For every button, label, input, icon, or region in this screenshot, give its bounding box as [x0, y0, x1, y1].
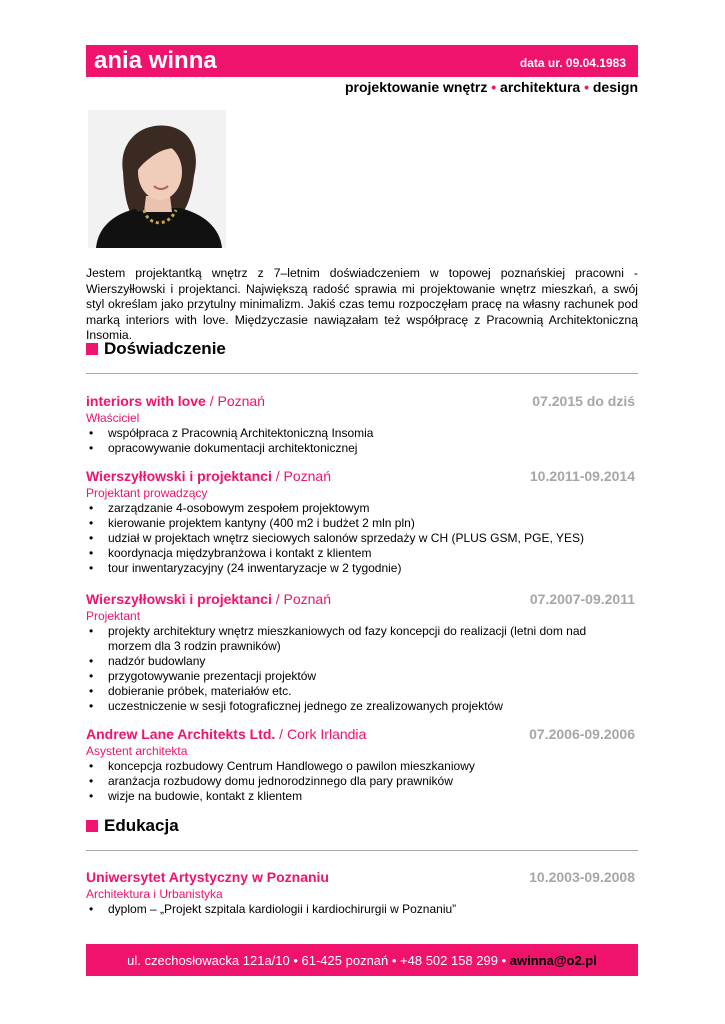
achievements-list	[86, 902, 638, 917]
company-name: Wierszyłłowski i projektanci	[86, 468, 272, 484]
education-heading-label: Edukacja	[104, 816, 179, 835]
birth-date: data ur. 09.04.1983	[519, 56, 626, 70]
education-entry	[86, 869, 638, 917]
list-item: • tour inwentaryzacyjny (24 inwentaryzacje w 2 tygodnie)	[86, 561, 638, 576]
school-name: Uniwersytet Artystyczny w Poznaniu	[86, 869, 329, 885]
field-of-study: Architektura i Urbanistyka	[86, 887, 223, 901]
duties-list	[86, 624, 638, 714]
square-bullet-icon	[86, 820, 98, 832]
company-city: / Poznań	[205, 393, 265, 409]
job-role: Projektant	[86, 609, 141, 623]
name-banner	[86, 45, 638, 77]
list-item: • dyplom – „Projekt szpitala kardiologii i kardiochirurgii w Poznaniu”	[86, 902, 638, 917]
list-item: • współpraca z Pracownią Architektoniczną Insomia	[86, 426, 638, 441]
entry-dates: 07.2015 do dziś	[532, 393, 635, 409]
experience-heading	[86, 339, 226, 359]
tagline-item: architektura	[500, 79, 581, 95]
education-heading	[86, 816, 179, 836]
entry-dates: 10.2011-09.2014	[529, 468, 635, 484]
section-divider	[86, 373, 638, 374]
section-divider	[86, 850, 638, 851]
list-item: • zarządzanie 4-osobowym zespołem projektowym	[86, 501, 638, 516]
experience-entry	[86, 393, 638, 456]
person-name: ania winna	[94, 47, 217, 74]
experience-entry	[86, 468, 638, 576]
list-item: • dobieranie próbek, materiałów etc.	[86, 684, 638, 699]
profile-photo	[88, 110, 226, 248]
entry-dates: 10.2003-09.2008	[529, 869, 635, 885]
tagline	[345, 79, 638, 95]
list-item: • uczestniczenie w sesji fotograficznej jednego ze zrealizowanych projektów	[86, 699, 638, 714]
job-role: Projektant prowadzący	[86, 486, 208, 500]
job-role: Asystent architekta	[86, 744, 188, 758]
job-role: Właściciel	[86, 411, 140, 425]
experience-entry	[86, 726, 638, 804]
company-name: Andrew Lane Architekts Ltd.	[86, 726, 276, 742]
list-item: • koordynacja międzybranżowa i kontakt z klientem	[86, 546, 638, 561]
entry-dates: 07.2006-09.2006	[529, 726, 635, 742]
list-item: • wizje na budowie, kontakt z klientem	[86, 789, 638, 804]
tagline-separator: •	[584, 79, 589, 95]
list-item: • opracowywanie dokumentacji architektonicznej	[86, 441, 638, 456]
contact-footer	[86, 944, 638, 976]
experience-heading-label: Doświadczenie	[104, 339, 226, 358]
email-link[interactable]: awinna@o2.pl	[509, 952, 597, 968]
company-city: / Poznań	[271, 468, 331, 484]
experience-entry	[86, 591, 638, 714]
company-name: Wierszyłłowski i projektanci	[86, 591, 272, 607]
list-item: • projekty architektury wnętrz mieszkaniowych od fazy koncepcji do realizacji (letni dom nad morzem dla 3 rodzin prawników)	[86, 624, 638, 654]
tagline-item: projektowanie wnętrz	[344, 79, 488, 95]
duties-list	[86, 759, 638, 804]
list-item: • przygotowywanie prezentacji projektów	[86, 669, 638, 684]
list-item: • koncepcja rozbudowy Centrum Handlowego o pawilon mieszkaniowy	[86, 759, 638, 774]
company-city: / Poznań	[271, 591, 331, 607]
entry-dates: 07.2007-09.2011	[529, 591, 635, 607]
contact-info: ul. czechosłowacka 121a/10 • 61-425 poznań • +48 502 158 299 •	[127, 952, 510, 968]
square-bullet-icon	[86, 343, 98, 355]
bio-paragraph: Jestem projektantką wnętrz z 7–letnim doświadczeniem w topowej poznańskiej pracowni - Wierszyłłowski i projektanci. Największą radość sprawia mi projektowanie wnętrz mieszkań, a swój styl określam jako przytulny minimalizm. Jakiś czas temu rozpoczęłam pracę na własny rachunek pod marką interiors with love. Międzyczasie nawiązałam też współpracę z Pracownią Architektoniczną Insomia.	[86, 266, 638, 342]
list-item: • aranżacja rozbudowy domu jednorodzinnego dla pary prawników	[86, 774, 638, 789]
company-name: interiors with love	[86, 393, 206, 409]
list-item: • udział w projektach wnętrz sieciowych salonów sprzedaży w CH (PLUS GSM, PGE, YES)	[86, 531, 638, 546]
tagline-separator: •	[491, 79, 497, 95]
company-city: / Cork Irlandia	[275, 726, 367, 742]
duties-list	[86, 501, 638, 576]
tagline-item: design	[592, 79, 638, 95]
list-item: • kierowanie projektem kantyny (400 m2 i budżet 2 mln pln)	[86, 516, 638, 531]
duties-list	[86, 426, 638, 456]
list-item: • nadzór budowlany	[86, 654, 638, 669]
